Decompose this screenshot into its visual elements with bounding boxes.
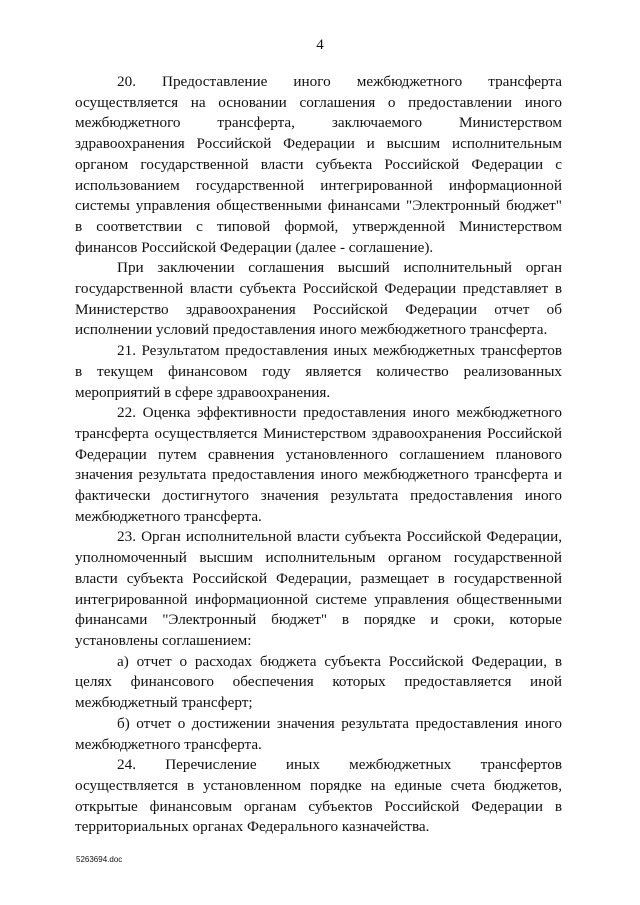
paragraph-23: 23. Орган исполнительной власти субъекта Российской Федерации, уполномоченный высшим исполнительным органом государственной власти субъекта Российской Федерации, размещает в государственной интегрированной информационной системе управления общественными финансами "Электронный бюджет" в порядке и сроки, которые установлены соглашением: xyxy=(75,528,562,649)
paragraph-23-item-a: а) отчет о расходах бюджета субъекта Российской Федерации, в целях финансового обеспечения которых предоставляется иной межбюджетный трансферт; xyxy=(75,652,562,712)
paragraph-20: 20. Предоставление иного межбюджетного трансферта осуществляется на основании соглашения о предоставлении иного межбюджетного трансферта, заключаемого Министерством здравоохранения Российской Федерации и высшим исполнительным органом государственной власти субъекта Российской Федерации с использованием государственной интегрированной информационной системы управления общественными финансами "Электронный бюджет" в соответствии с типовой формой, утвержденной Министерством финансов Российской Федерации (далее - соглашение). xyxy=(75,73,562,256)
page-number: 4 xyxy=(316,37,324,53)
document-body xyxy=(75,72,562,838)
paragraph-22: 22. Оценка эффективности предоставления иного межбюджетного трансферта осуществляется Министерством здравоохранения Российской Федерации путем сравнения установленного соглашением планового значения результата предоставления иного межбюджетного трансферта и фактически достигнутого значения результата предоставления иного межбюджетного трансферта. xyxy=(75,404,562,525)
paragraph-23-item-b: б) отчет о достижении значения результата предоставления иного межбюджетного трансферта. xyxy=(75,714,562,753)
paragraph-24: 24. Перечисление иных межбюджетных трансфертов осуществляется в установленном порядке на единые счета бюджетов, открытые финансовым органам субъектов Российской Федерации в территориальных органах Федерального казначейства. xyxy=(75,756,562,836)
paragraph-21: 21. Результатом предоставления иных межбюджетных трансфертов в текущем финансовом году является количество реализованных мероприятий в сфере здравоохранения. xyxy=(75,342,562,401)
paragraph-20-report: При заключении соглашения высший исполнительный орган государственной власти субъекта Российской Федерации представляет в Министерство здравоохранения Российской Федерации отчет об исполнении условий предоставления иного межбюджетного трансферта. xyxy=(75,259,562,339)
footer-filename: 5263694.doc xyxy=(76,855,123,864)
